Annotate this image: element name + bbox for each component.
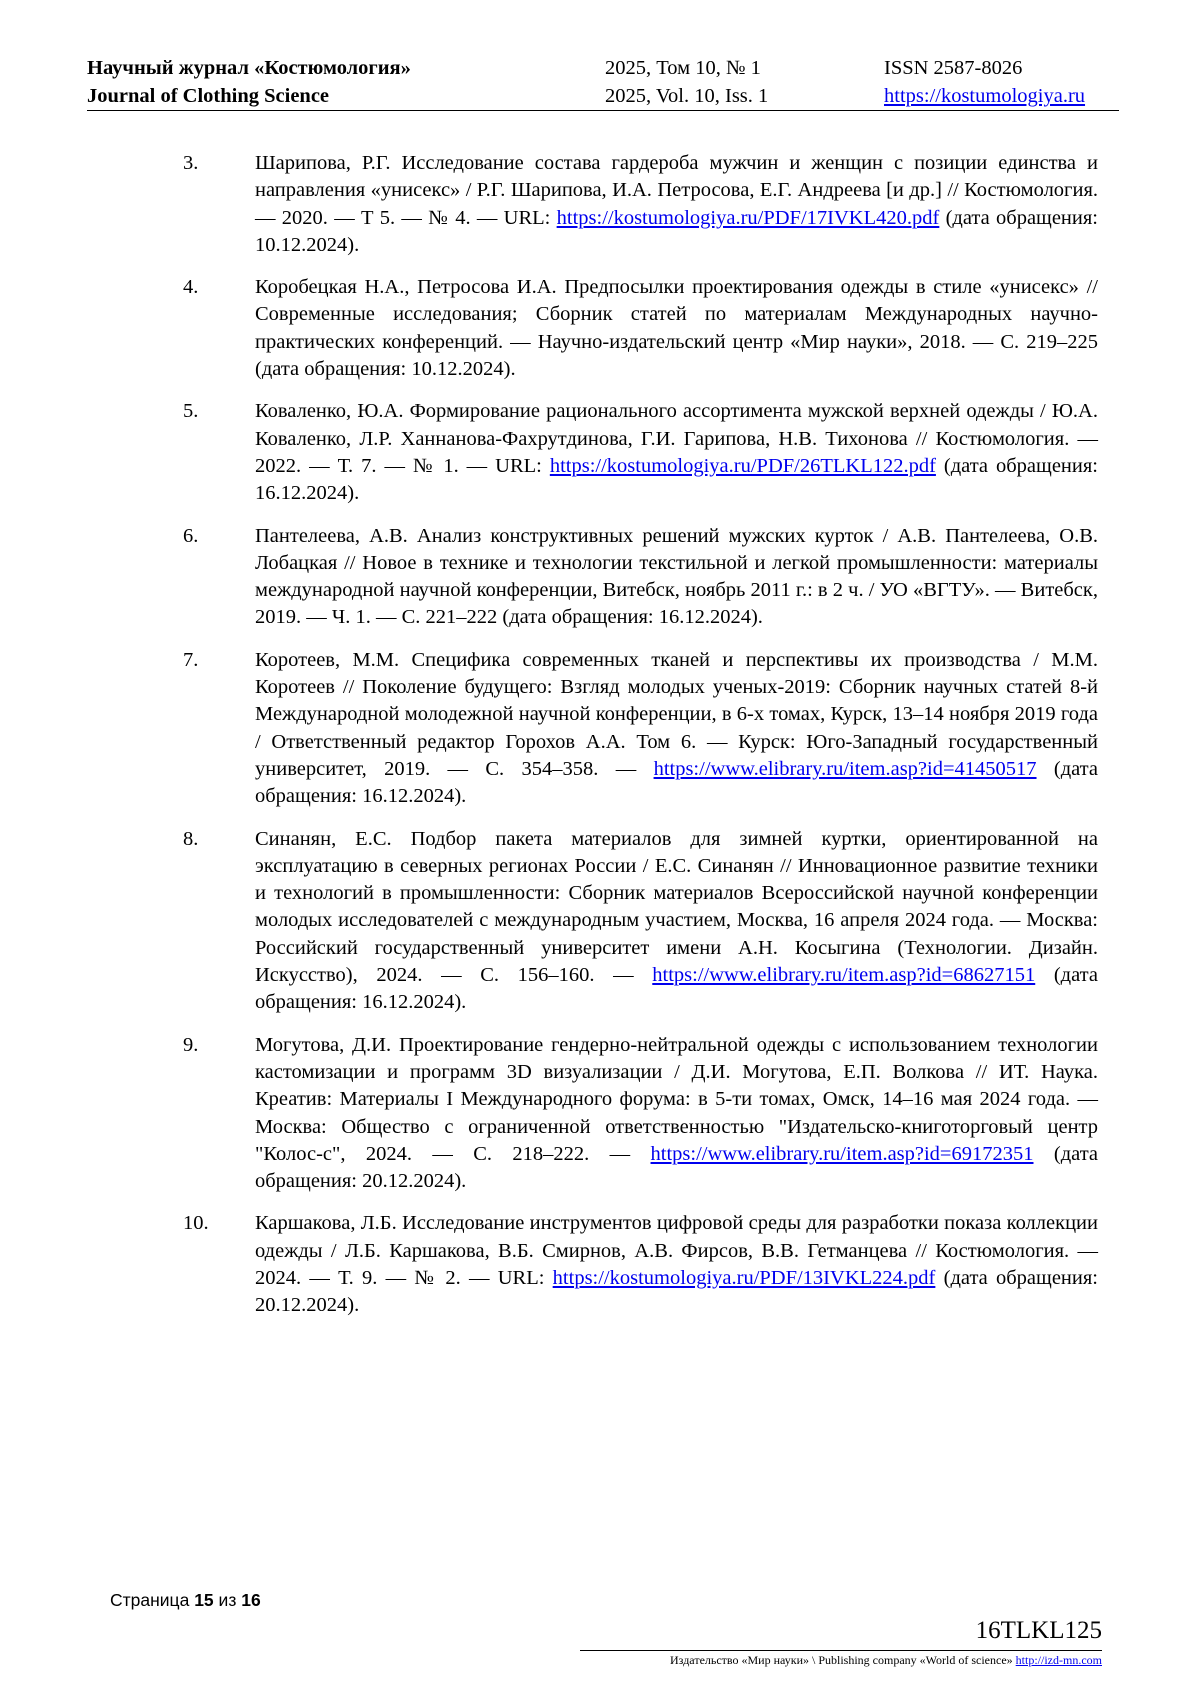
publisher-line	[670, 1653, 1102, 1668]
reference-item	[183, 150, 1098, 259]
reference-text	[255, 523, 1098, 632]
publisher-link[interactable]: http://izd-mn.com	[1015, 1653, 1102, 1667]
reference-text	[255, 826, 1098, 1017]
journal-title-block	[87, 54, 411, 110]
reference-item	[183, 1032, 1098, 1196]
reference-text	[255, 647, 1098, 811]
page-counter	[110, 1590, 261, 1611]
reference-citation: Коротеев, М.М. Специфика современных тканей и перспективы их производства / М.М. Коротеев // Поколение будущего: Взгляд молодых ученых-2019: Сборник научных статей 8-й Международной молодежной научной конференции, в 6-х томах, Курск, 13–14 ноября 2019 года / Ответственный редактор Горохов А.А. Том 6. — Курск: Юго-Западный государственный университет, 2019. — С. 354–358. —	[255, 648, 1098, 780]
page-of-label: из	[218, 1590, 237, 1610]
reference-text	[255, 150, 1098, 259]
journal-title-ru: Научный журнал «Костюмология»	[87, 57, 411, 79]
reference-url-link[interactable]: https://kostumologiya.ru/PDF/17IVKL420.pdf	[556, 206, 940, 229]
reference-number: 3.	[183, 152, 199, 174]
reference-access-date: (дата обращения: 16.12.2024).	[255, 454, 1098, 505]
reference-access-date: (дата обращения: 16.12.2024).	[255, 964, 1098, 1014]
reference-access-date: (дата обращения: 10.12.2024).	[255, 206, 1098, 256]
issue-en: 2025, Vol. 10, Iss. 1	[605, 85, 769, 107]
journal-header	[87, 54, 1119, 111]
reference-number: 10.	[183, 1212, 209, 1235]
reference-url-link[interactable]: https://www.elibrary.ru/item.asp?id=41450517	[653, 757, 1037, 780]
reference-citation: Синанян, Е.С. Подбор пакета материалов для зимней куртки, ориентированной на эксплуатацию в северных регионах России / Е.С. Синанян // Инновационное развитие техники и технологий в промышленности: Сборник материалов Всероссийской научной конференции молодых исследователей с международным участием, Москва, 16 апреля 2024 года. — Москва: Российский государственный университет имени А.Н. Косыгина (Технологии. Дизайн. Искусство), 2024. — С. 156–160. —	[255, 827, 1098, 987]
reference-text	[255, 1032, 1098, 1196]
reference-number: 6.	[183, 524, 199, 547]
reference-item	[183, 398, 1098, 507]
reference-item	[183, 826, 1098, 1017]
issue-ru: 2025, Том 10, № 1	[605, 57, 761, 79]
article-code: 16TLKL125	[975, 1617, 1102, 1644]
page-total: 16	[241, 1590, 261, 1610]
reference-number: 8.	[183, 827, 199, 850]
reference-url-link[interactable]: https://www.elibrary.ru/item.asp?id=68627151	[652, 964, 1036, 987]
reference-url-link[interactable]: https://kostumologiya.ru/PDF/26TLKL122.pdf	[549, 454, 936, 477]
reference-citation: Каршакова, Л.Б. Исследование инструментов цифровой среды для разработки показа коллекции одежды / Л.Б. Каршакова, В.Б. Смирнов, А.В. Фирсов, В.В. Гетманцева // Костюмология. — 2024. — Т. 9. — № 2. — URL:	[255, 1212, 1098, 1289]
reference-number: 9.	[183, 1033, 199, 1056]
reference-item	[183, 274, 1098, 383]
issue-block	[605, 54, 768, 110]
reference-number: 7.	[183, 648, 199, 671]
footer-divider	[580, 1650, 1102, 1651]
publisher-text: Издательство «Мир науки» \ Publishing company «World of science»	[670, 1653, 1016, 1667]
reference-url-link[interactable]: https://kostumologiya.ru/PDF/13IVKL224.pdf	[552, 1266, 936, 1289]
reference-text	[255, 398, 1098, 507]
reference-number: 5.	[183, 400, 199, 423]
reference-citation: Шарипова, Р.Г. Исследование состава гардероба мужчин и женщин с позиции единства и направления «унисекс» / Р.Г. Шарипова, И.А. Петросова, Е.Г. Андреева [и др.] // Костюмология. — 2020. — Т 5. — № 4. — URL:	[255, 152, 1098, 229]
page-current: 15	[194, 1590, 214, 1610]
reference-citation: Коваленко, Ю.А. Формирование рационального ассортимента мужской верхней одежды / Ю.А. Коваленко, Л.Р. Ханнанова-Фахрутдинова, Г.И. Гарипова, Н.В. Тихонова // Костюмология. — 2022. — Т. 7. — № 1. — URL:	[255, 400, 1098, 477]
issn: ISSN 2587-8026	[884, 57, 1023, 79]
journal-site-link[interactable]: https://kostumologiya.ru	[884, 85, 1086, 107]
reference-citation: Коробецкая Н.А., Петросова И.А. Предпосылки проектирования одежды в стиле «унисекс» // Современные исследования; Сборник статей по материалам Международных научно-практических конференций. — Научно-издательский центр «Мир науки», 2018. — С. 219–225 (дата обращения: 10.12.2024).	[255, 276, 1098, 381]
page-label: Страница	[110, 1590, 190, 1610]
issn-block	[884, 54, 1085, 110]
reference-access-date: (дата обращения: 20.12.2024).	[255, 1266, 1098, 1317]
reference-text	[255, 1210, 1098, 1319]
reference-citation: Пантелеева, А.В. Анализ конструктивных решений мужских курток / А.В. Пантелеева, О.В. Лобацкая // Новое в технике и технологии текстильной и легкой промышленности: материалы международной научной конференции, Витебск, ноябрь 2011 г.: в 2 ч. / УО «ВГТУ». — Витебск, 2019. — Ч. 1. — С. 221–222 (дата обращения: 16.12.2024).	[255, 524, 1098, 629]
reference-access-date: (дата обращения: 16.12.2024).	[255, 757, 1098, 808]
journal-title-en: Journal of Clothing Science	[87, 85, 330, 107]
reference-item	[183, 647, 1098, 811]
reference-access-date: (дата обращения: 20.12.2024).	[255, 1142, 1099, 1193]
reference-url-link[interactable]: https://www.elibrary.ru/item.asp?id=69172351	[650, 1142, 1034, 1165]
reference-list	[183, 150, 1098, 1335]
reference-text	[255, 274, 1098, 383]
reference-number: 4.	[183, 276, 199, 299]
reference-item	[183, 1210, 1098, 1319]
reference-item	[183, 523, 1098, 632]
reference-citation: Могутова, Д.И. Проектирование гендерно-нейтральной одежды с использованием технологии кастомизации и программ 3D визуализации / Д.И. Могутова, Е.П. Волкова // ИТ. Наука. Креатив: Материалы I Международного форума: в 5-ти томах, Омск, 14–16 мая 2024 года. — Москва: Общество с ограниченной ответственностью "Издательско-книготорговый центр "Колос-с", 2024. — С. 218–222. —	[255, 1033, 1098, 1165]
